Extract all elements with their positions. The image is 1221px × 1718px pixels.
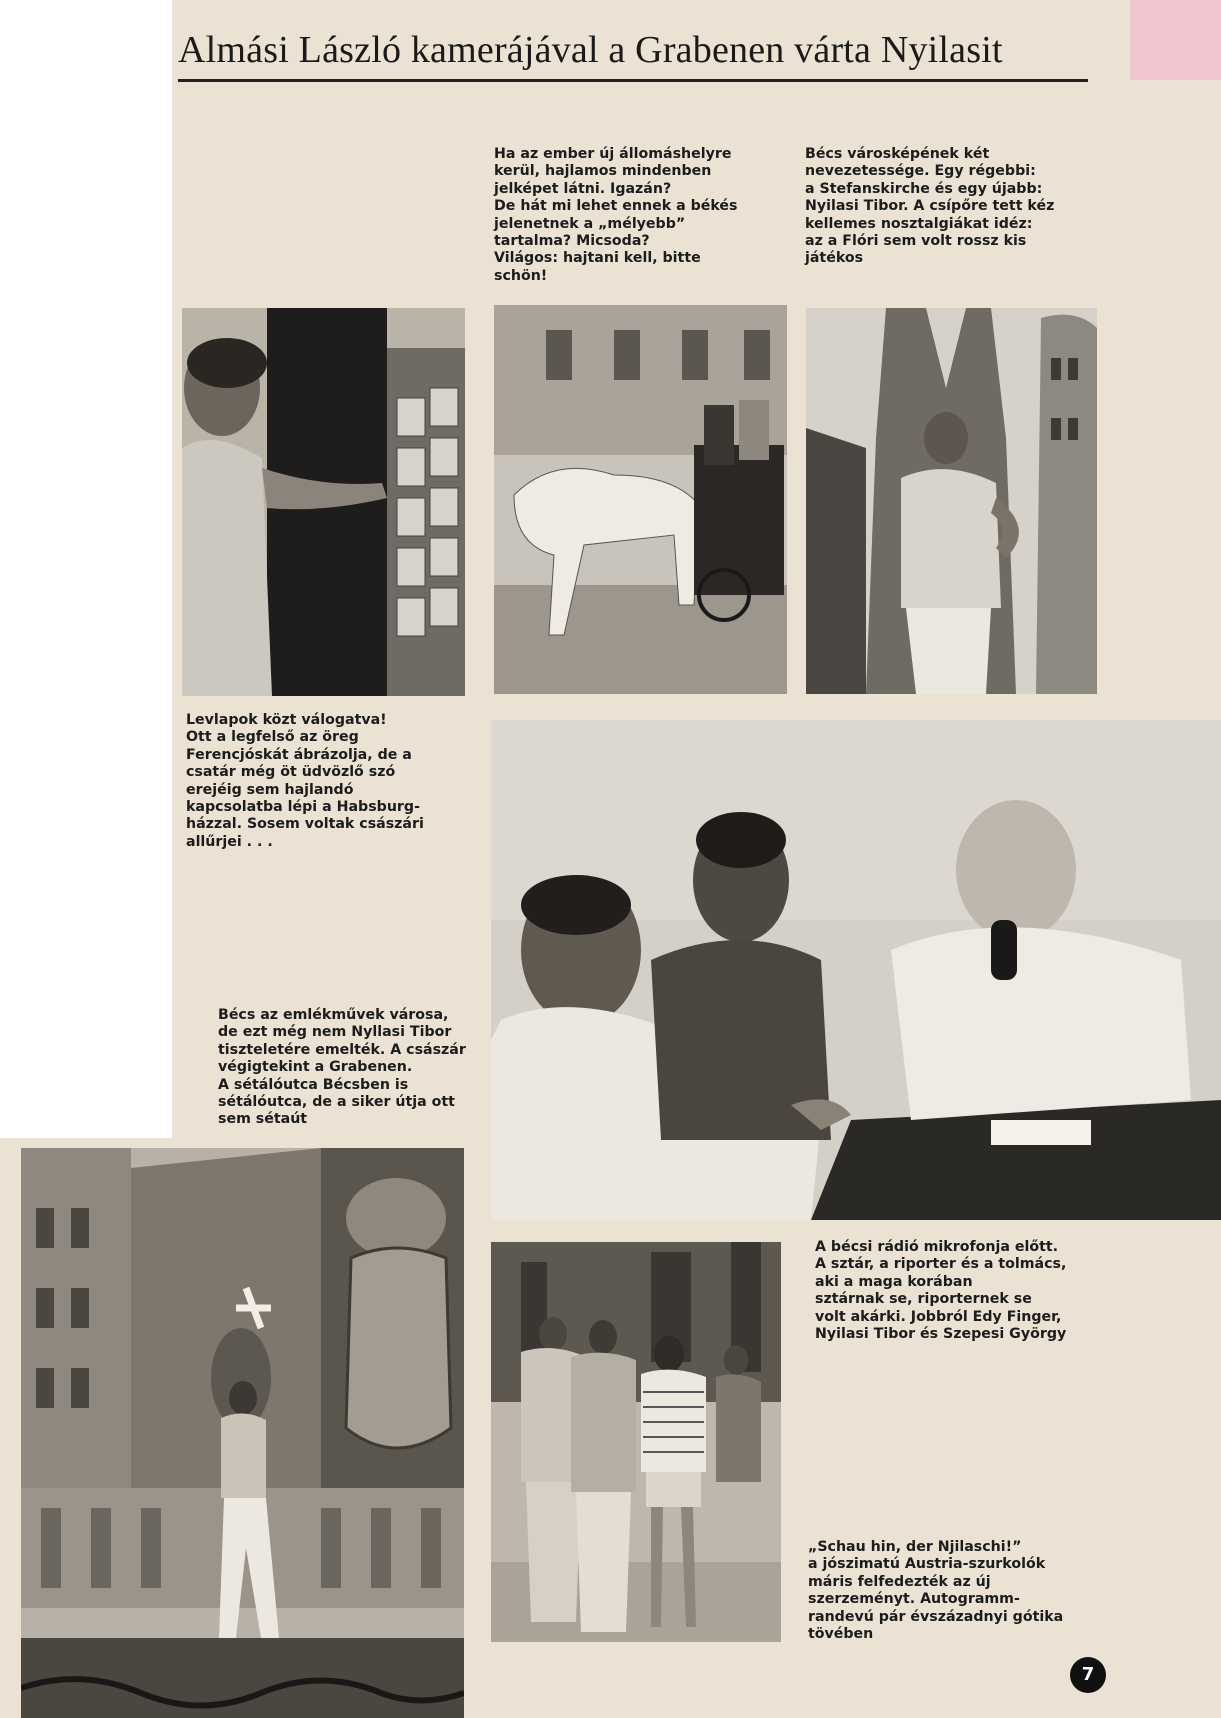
caption-postcards: Levlapok közt válogatva! Ott a legfelső az öreg Ferencjóskát ábrázolja, de a csatár még öt üdvözlő szó erejéig sem hajlandó kapcsolatba lépi a Habsburg- házzal. Sosem voltak császári allűrjei . . . bbox=[186, 712, 424, 850]
photo-carriage bbox=[494, 305, 787, 694]
photo-monument bbox=[21, 1148, 464, 1718]
caption-monument: Bécs az emlékművek városa, de ezt még nem Nyllasi Tibor tiszteletére emelték. A császár végigtekint a Grabenen. A sétálóutca Bécsben is sétálóutca, de a siker útja ott sem sétaút bbox=[218, 1007, 466, 1128]
caption-radio: A bécsi rádió mikrofonja előtt. A sztár, a riporter és a tolmács, aki a maga korában sztárnak se, riporternek se volt akárki. Jobbról Edy Finger, Nyilasi Tibor és Szepesi György bbox=[815, 1239, 1067, 1343]
caption-carriage: Ha az ember új állomáshelyre kerül, hajlamos mindenben jelképet látni. Igazán? De hát mi lehet ennek a békés jelenetnek a „mélyebb” tartalma? Micsoda? Világos: hajtani kell, bitte schön! bbox=[494, 146, 738, 284]
caption-fans: „Schau hin, der Njilaschi!” a jószimatú Austria-szurkolók máris felfedezték az új szerzeményt. Autogramm- randevú pár évszázadnyi gótika tövében bbox=[808, 1539, 1064, 1643]
headline-rule bbox=[178, 79, 1088, 82]
photo-postcards bbox=[182, 308, 465, 696]
caption-stephansdom: Bécs városképének két nevezetessége. Egy régebbi: a Stefanskirche és egy újabb: Nyilasi Tibor. A csípőre tett kéz kellemes nosztalgiákat idéz: az a Flóri sem volt rossz kis játékos bbox=[805, 146, 1055, 267]
headline: Almási László kamerájával a Grabenen várta Nyilasit bbox=[178, 29, 1003, 71]
photo-radio bbox=[491, 720, 1221, 1220]
photo-stephansdom bbox=[806, 308, 1097, 694]
pink-marker bbox=[1130, 0, 1221, 80]
photo-fans bbox=[491, 1242, 781, 1642]
page-number: 7 bbox=[1070, 1657, 1106, 1693]
